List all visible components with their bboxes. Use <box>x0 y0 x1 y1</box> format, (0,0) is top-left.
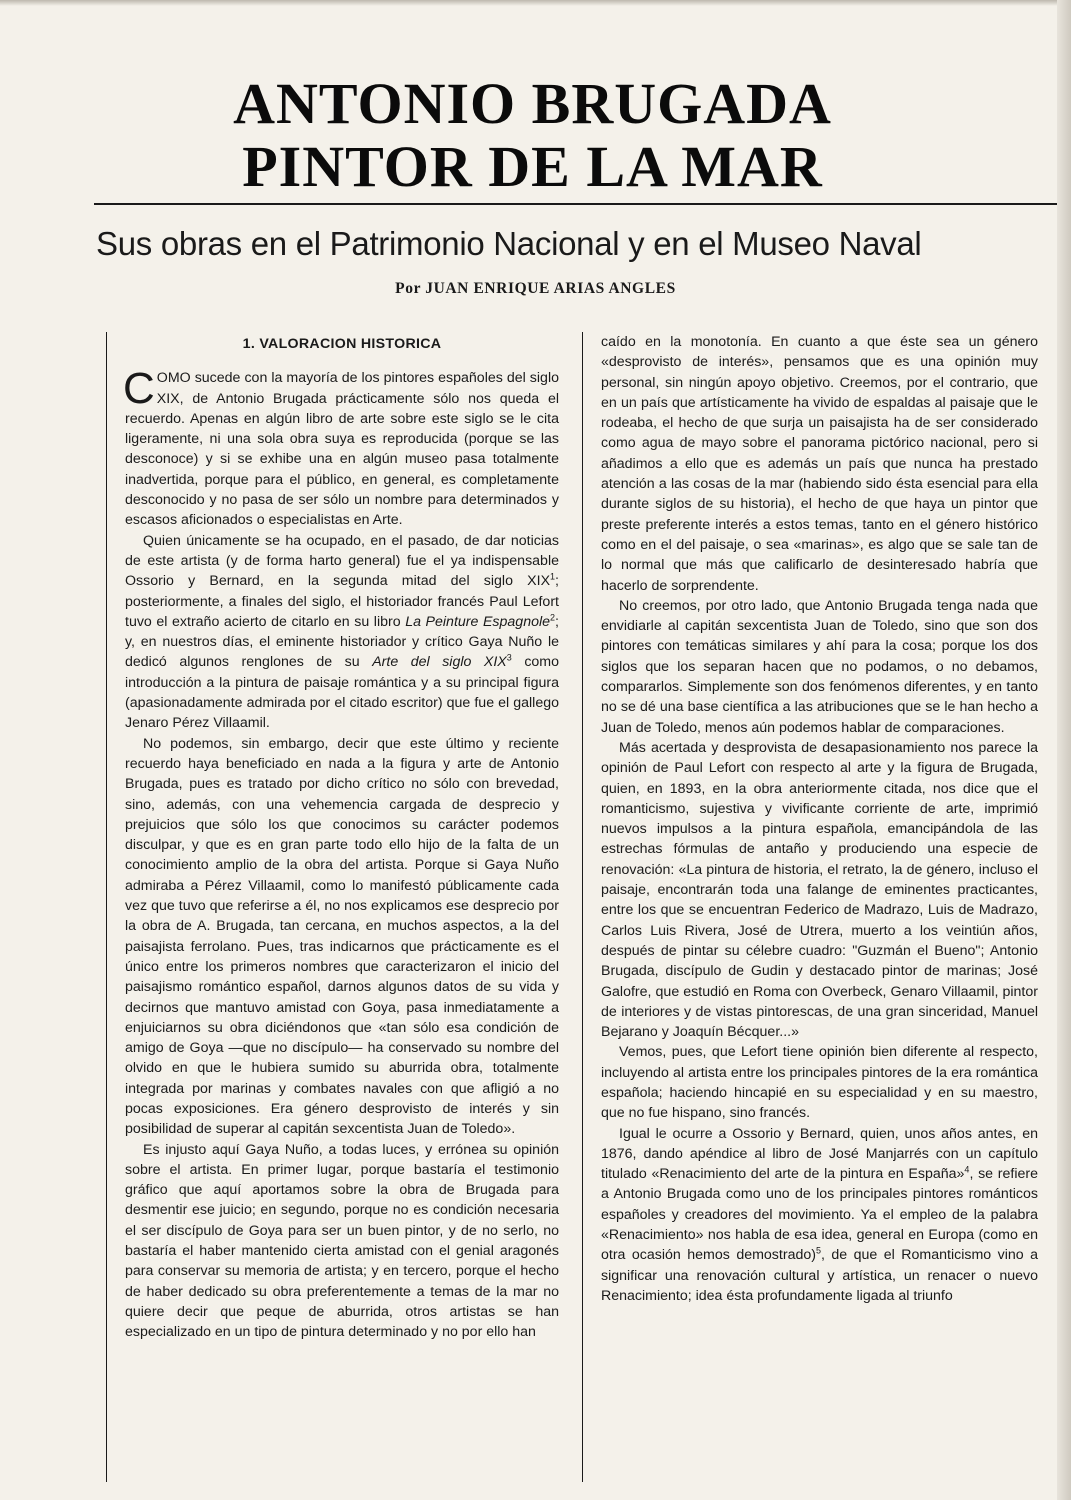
paragraph-1-text: OMO sucede con la mayoría de los pintores españoles del siglo XIX, de Antonio Brugada prácticamente sólo nos queda el recuerdo. Apenas en algún libro de arte sobre este siglo se le cita ligeramente, ni una sola obra suya es reproducida (porque se las desconoce) y si se exhibe una en algún museo pasa totalmente inadvertida, porque para el público, en general, es completamente desconocido y no pasa de ser sólo un nombre para determinados y escasos aficionados o especialistas en Arte. <box>125 370 559 529</box>
paragraph-2-text-a: Quien únicamente se ha ocupado, en el pasado, de dar noticias de este artista (y de forma harto general) fue el ya indispensable Ossorio y Bernard, en la segunda mitad del siglo XIX <box>125 532 559 590</box>
book-title-1: La Peinture Espagnole <box>405 613 551 630</box>
paragraph-8 <box>601 1124 1038 1307</box>
title-line-2: PINTOR DE LA MAR <box>242 134 823 199</box>
paragraph-7: Vemos, pues, que Lefort tiene opinión bien diferente al respecto, incluyendo al artista entre los principales pintores de la era romántica española; haciendo hincapié en su especialidad y en su maestro, que no fue hispano, sino francés. <box>601 1044 1038 1122</box>
paragraph-8-text-b: , se refiere a Antonio Brugada como uno de los principales pintores románticos españoles y creadores del movimiento. Ya el empleo de la palabra «Renacimiento» nos habla de esa idea, general en Europa (como en otra ocasión hemos demostrado) <box>601 1166 1038 1264</box>
footnote-ref-3[interactable]: 3 <box>506 652 512 663</box>
drop-cap: C <box>123 364 155 414</box>
article-subtitle: Sus obras en el Patrimonio Nacional y en el Museo Naval <box>96 225 922 262</box>
paragraph-2-text-c: ; y, en nuestros días, el eminente historiador y crítico Gaya Nuño le dedicó algunos renglones de su <box>125 613 559 671</box>
page-shadow-top <box>0 0 1071 6</box>
title-line-1: ANTONIO BRUGADA <box>233 71 832 136</box>
paragraph-6: Más acertada y desprovista de desapasionamiento nos parece la opinión de Paul Lefort con respecto al arte y la figura de Brugada, quien, en 1893, en la obra anteriormente citada, nos dice que el romanticismo, sujestiva y vivificante corriente de arte, imprimió nuevos impulsos a la pintura española, emancipándola de las estrechas fórmulas de antaño y produciendo una especie de renovación: «La pintura de historia, el retrato, la de género, incluso el paisaje, encontrarán toda una falange de eminentes practicantes, entre los que se encuentran Federico de Madrazo, Luis de Madrazo, Carlos Luis Rivera, José de Utrera, muerto a los veintiún años, después de pintar su célebre cuadro: "Guzmán el Bueno"; Antonio Brugada, discípulo de Gudin y destacado pintor de marinas; José Galofre, que estudió en Roma con Overbeck, Genaro Villaamil, pintor de interiores y de vistas pintorescas, de una gran sinceridad, Manuel Bejarano y Joaquín Bécquer...» <box>601 739 1038 1041</box>
paragraph-2-text-b: ; posteriormente, a finales del siglo, el historiador francés Paul Lefort tuvo el extraño acierto de citarlo en su libro <box>125 573 559 630</box>
paragraph-continued: caído en la monotonía. En cuanto a que éste sea un género «desprovisto de interés», pensamos que es una opinión muy personal, sin ningún apoyo objetivo. Creemos, por el contrario, que en un país que artísticamente ha vivido de espaldas al paisaje que le rodeaba, el hecho de que surja un paisajista ha de ser considerado como agua de mayo sobre el panorama pictórico nacional, pero si añadimos a ello que es además un país que nunca ha prestado atención a las cosas de la mar (habiendo sido ésta esencial para ella durante siglos de su historia), el hecho de que haya un pintor que preste preferente interés a estos temas, tanto en el género histórico como en el del paisaje, o sea «marinas», es algo que se sale tan de lo normal que más que calificarlo de desinteresado habría que hacerlo de sorprendente. <box>601 334 1038 594</box>
byline: Por JUAN ENRIQUE ARIAS ANGLES <box>395 280 676 297</box>
paragraph-4: Es injusto aquí Gaya Nuño, a todas luces, y errónea su opinión sobre el artista. En primer lugar, porque bastaría el testimonio gráfico que aquí aportamos sobre la obra de Brugada para desmentir ese juicio; en segundo, porque no es condición necesaria el ser discípulo de Goya para ser un buen pintor, y de no serlo, no bastaría el haber mantenido cierta amistad con el genial aragonés para conservar su memoria de artista; y en tercero, porque el hecho de haber dedicado su obra preferentemente a temas de la mar no quiere decir que peque de aburrida, otros artistas se han especializado en un tipo de pintura determinado y no por ello han <box>125 1141 559 1341</box>
right-column <box>582 332 1056 1482</box>
left-column <box>106 332 577 1482</box>
footnote-ref-5[interactable]: 5 <box>815 1245 821 1256</box>
paragraph-1 <box>123 364 559 530</box>
section-heading: 1. VALORACION HISTORICA <box>242 336 442 352</box>
paragraph-8-text-a: Igual le ocurre a Ossorio y Bernard, quien, unos años antes, en 1876, dando apéndice al libro de José Manjarrés con un capítulo titulado «Renacimiento del arte de la pintura en España» <box>601 1125 1038 1183</box>
footnote-ref-1[interactable]: 1 <box>550 571 556 582</box>
paragraph-2-text-d: como introducción a la pintura de paisaje romántica y a su principal figura (apasionadamente admirada por el citado escritor) que fue el gallego Jenaro Pérez Villaamil. <box>125 654 560 732</box>
paragraph-5: No creemos, por otro lado, que Antonio Brugada tenga nada que envidiarle al capitán sexcentista Juan de Toledo, sino que son dos pintores con temáticas similares y ahí para la cosa; porque los dos siglos que los separan hacen que no podamos, o no debamos, compararlos. Simplemente son dos fenómenos diferentes, y en tanto no se dé una base científica a las atribuciones que se le han hecho a Juan de Toledo, menos aún podemos hablar de comparaciones. <box>601 597 1038 736</box>
article-title <box>60 72 1005 198</box>
paragraph-8-text-c: , de que el Romanticismo vino a significar una renovación cultural y artística, un renacer o nuevo Renacimiento; idea ésta profundamente ligada al triunfo <box>601 1247 1038 1304</box>
footnote-ref-4[interactable]: 4 <box>964 1164 970 1175</box>
paragraph-3: No podemos, sin embargo, decir que este último y reciente recuerdo haya beneficiado en nada a la figura y arte de Antonio Brugada, pues es tratado por dicho crítico no sólo con brevedad, sino, además, con una vehemencia cargada de desprecio y prejuicios que sólo los que conocimos su carácter podemos disculpar, y que es en gran parte todo ello hijo de la falta de un conocimiento amplio de la obra del artista. Porque si Gaya Nuño admiraba a Pérez Villaamil, como lo manifestó públicamente cada vez que tuvo que referirse a él, no nos explicamos ese desprecio por la obra de A. Brugada, tan cercana, en muchos aspectos, a la del paisajista ferrolano. Pues, tras indicarnos que prácticamente es el único entre los primeros nombres que caracterizaron el inicio del paisajismo romántico español, darnos algunos datos de su vida y decirnos que mantuvo amistad con Goya, pasa inmediatamente a enjuiciarnos su obra diciéndonos que «tan sólo esa condición de amigo de Goya —que no discípulo— ha conservado su nombre del olvido en que le hubiera sumido su aburrida obra, totalmente integrada por marinas y combates navales con que afligió a no pocas exposiciones. Era género desprovisto de interés y sin posibilidad de superar al capitán sexcentista Juan de Toledo». <box>125 735 559 1138</box>
title-rule <box>94 203 1057 205</box>
book-title-2: Arte del siglo XIX <box>372 654 507 671</box>
footnote-ref-2[interactable]: 2 <box>550 612 556 623</box>
paragraph-2 <box>125 531 559 734</box>
